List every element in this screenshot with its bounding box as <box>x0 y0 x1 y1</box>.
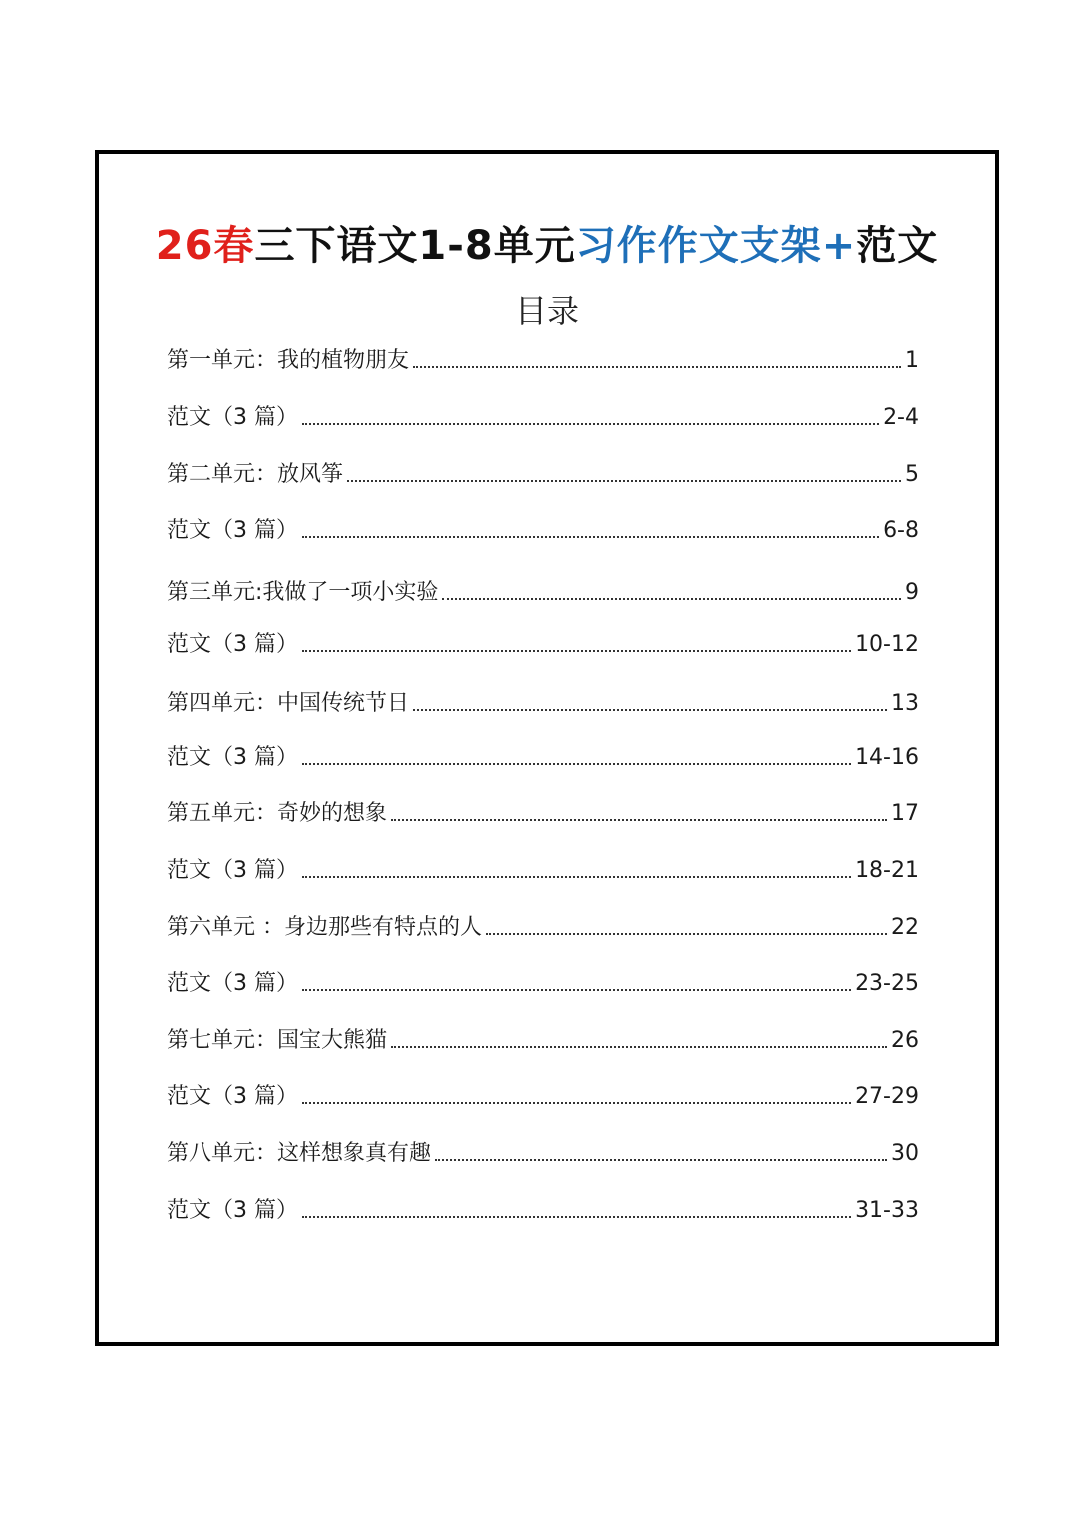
toc-entry-page: 26 <box>891 1028 919 1053</box>
toc-entry[interactable] <box>167 1022 919 1056</box>
toc-entry-page: 30 <box>891 1141 919 1166</box>
toc-entry[interactable] <box>167 739 919 773</box>
toc-entry-label: 第一单元：我的植物朋友 <box>167 348 410 373</box>
toc-entry[interactable] <box>167 399 919 433</box>
toc-leader-dots <box>302 1216 851 1218</box>
toc-entry-label: 第六单元 ：身边那些有特点的人 <box>167 915 482 940</box>
toc-entry[interactable] <box>167 1192 919 1226</box>
toc-entry-page: 13 <box>891 691 919 716</box>
toc-leader-dots <box>302 1102 851 1104</box>
toc-entry[interactable] <box>167 852 919 886</box>
toc-entry-page: 31-33 <box>855 1198 919 1223</box>
toc-leader-dots <box>442 598 901 600</box>
toc-entry[interactable] <box>167 342 919 376</box>
toc-entry-page: 10-12 <box>855 632 919 657</box>
toc-entry[interactable] <box>167 512 919 546</box>
toc-entry-page: 6-8 <box>883 518 919 543</box>
toc-leader-dots <box>435 1159 887 1161</box>
toc-entry-page: 22 <box>891 915 919 940</box>
toc-entry[interactable] <box>167 456 919 490</box>
toc-leader-dots <box>302 536 879 538</box>
toc-entry-page: 5 <box>905 462 919 487</box>
toc-entry[interactable] <box>167 795 919 829</box>
toc-entry-label: 范文（3 篇） <box>167 858 298 883</box>
toc-entry-page: 1 <box>905 348 919 373</box>
toc-entry[interactable] <box>167 574 919 608</box>
toc-entry-label: 范文（3 篇） <box>167 405 298 430</box>
toc-leader-dots <box>347 480 901 482</box>
toc-entry[interactable] <box>167 1078 919 1112</box>
toc-entry-page: 27-29 <box>855 1084 919 1109</box>
toc-leader-dots <box>302 650 851 652</box>
toc-entry-label: 范文（3 篇） <box>167 745 298 770</box>
toc-leader-dots <box>413 709 887 711</box>
toc-entry-page: 23-25 <box>855 971 919 996</box>
toc-entry[interactable] <box>167 685 919 719</box>
toc-leader-dots <box>302 876 851 878</box>
toc-leader-dots <box>486 933 887 935</box>
page-title <box>99 214 995 271</box>
toc-heading: 目录 <box>514 292 579 330</box>
toc-entry-page: 18-21 <box>855 858 919 883</box>
toc-entry[interactable] <box>167 965 919 999</box>
toc-entry-label: 第八单元：这样想象真有趣 <box>167 1141 432 1166</box>
toc-leader-dots <box>413 366 901 368</box>
title-part-black: 三下语文1-8单元 <box>254 223 576 269</box>
title-part-black-end: 范文 <box>856 223 939 269</box>
toc-entry-page: 9 <box>905 580 919 605</box>
toc-entry-label: 第五单元：奇妙的想象 <box>167 801 388 826</box>
toc-leader-dots <box>302 989 851 991</box>
toc-entry-label: 范文（3 篇） <box>167 518 298 543</box>
toc-entry-label: 第七单元：国宝大熊猫 <box>167 1028 388 1053</box>
title-part-red: 26春 <box>155 223 255 269</box>
toc-entry[interactable] <box>167 1135 919 1169</box>
toc-leader-dots <box>391 819 887 821</box>
title-part-blue: 习作作文支架+ <box>575 223 857 269</box>
toc-entry-label: 范文（3 篇） <box>167 971 298 996</box>
toc-entry-label: 第四单元：中国传统节日 <box>167 691 410 716</box>
toc-entry-page: 17 <box>891 801 919 826</box>
toc-leader-dots <box>302 763 851 765</box>
toc-entry-label: 范文（3 篇） <box>167 1198 298 1223</box>
toc-leader-dots <box>391 1046 887 1048</box>
page-frame <box>95 150 999 1346</box>
toc-entry-label: 范文（3 篇） <box>167 1084 298 1109</box>
toc-entry-label: 范文（3 篇） <box>167 632 298 657</box>
toc-entry-label: 第二单元：放风筝 <box>167 462 344 487</box>
toc-entry[interactable] <box>167 626 919 660</box>
toc-entry[interactable] <box>167 909 919 943</box>
toc-entry-label: 第三单元:我做了一项小实验 <box>167 580 439 605</box>
toc-entry-page: 14-16 <box>855 745 919 770</box>
toc-leader-dots <box>302 423 879 425</box>
toc-entry-page: 2-4 <box>883 405 919 430</box>
